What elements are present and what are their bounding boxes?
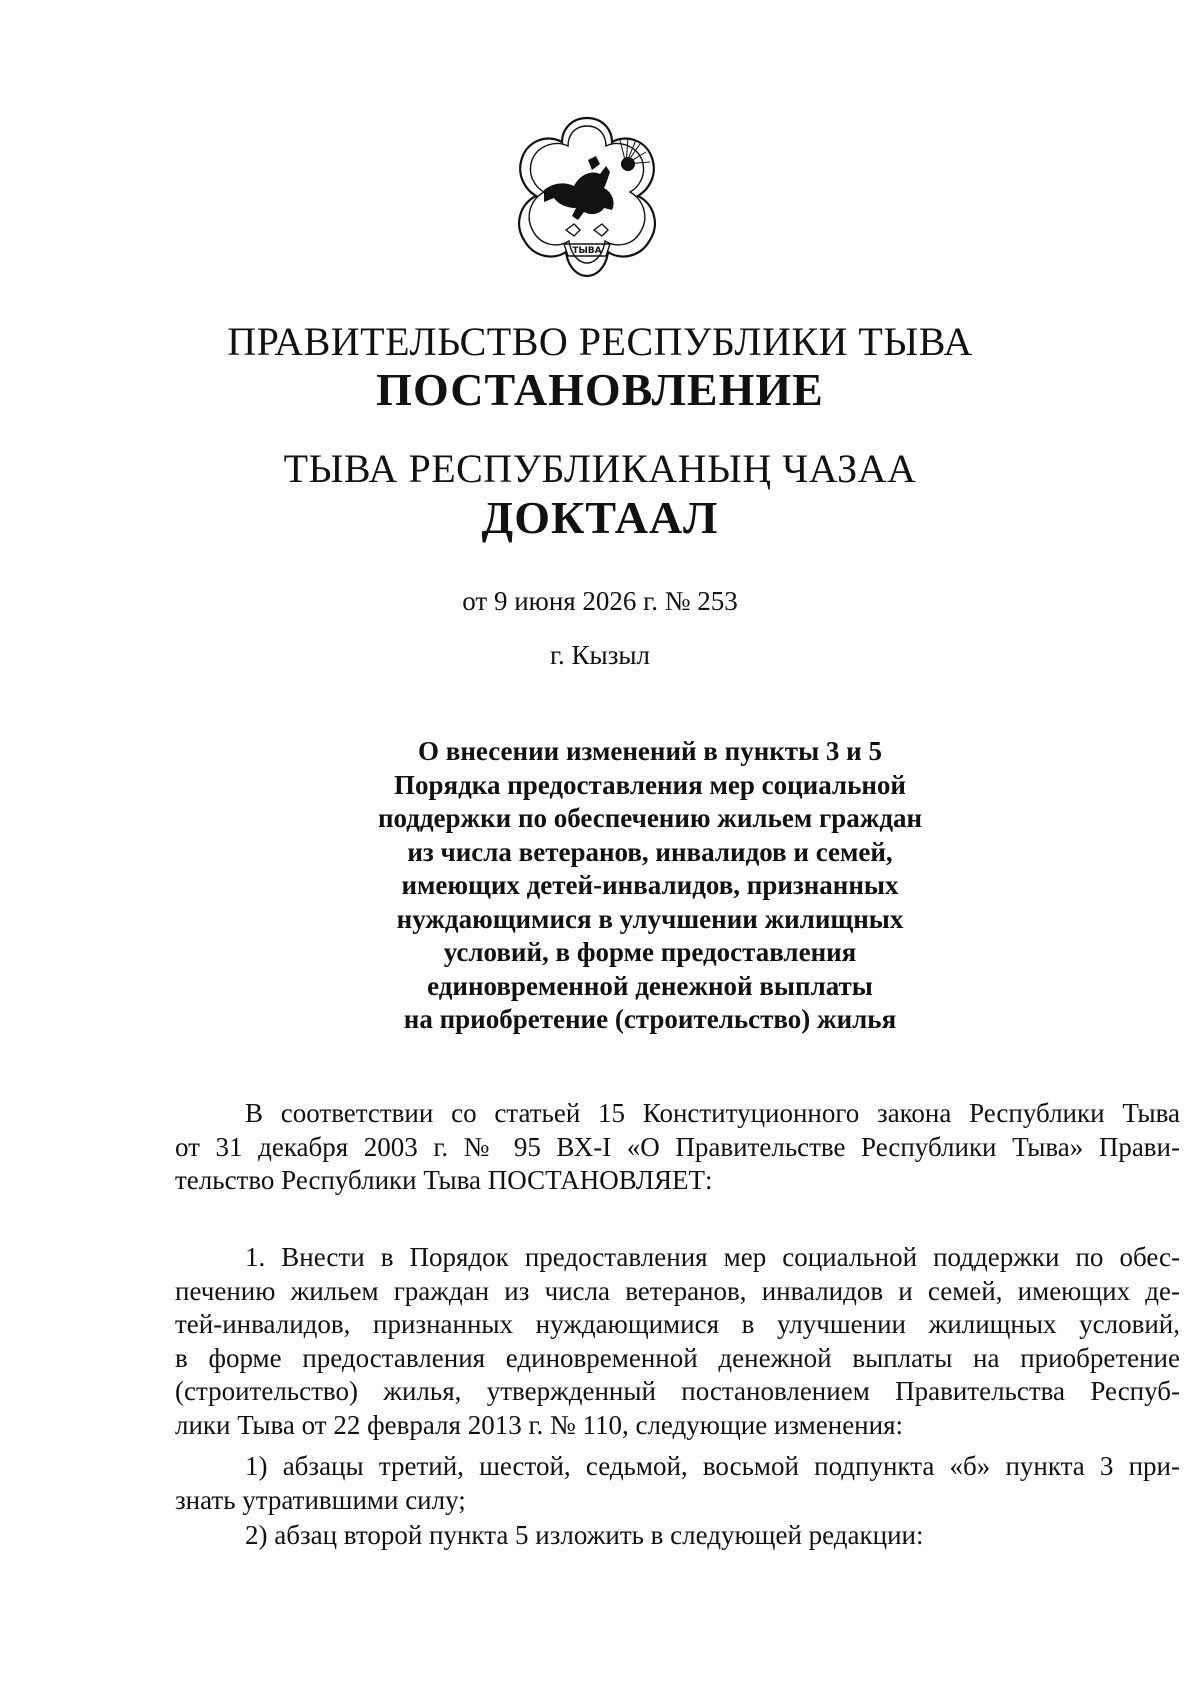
- emblem-text: ТЫВА: [572, 246, 602, 256]
- subject-line: имеющих детей-инвалидов, признанных: [401, 870, 899, 900]
- decree-date-number: от 9 июня 2026 г. № 253: [462, 586, 738, 616]
- subject-line: нуждающимися в улучшении жилищных: [396, 903, 904, 934]
- subject-line: на приобретение (строительство) жилья: [403, 1004, 897, 1034]
- decree-title-tyv: ДОКТААЛ: [481, 492, 719, 543]
- text-line: тей-инвалидов, признанных нуждающимися в улучшении жилищных условий,: [175, 1309, 1180, 1339]
- text-line: 2) абзац второй пункта 5 изложить в следующей редакции:: [245, 1520, 924, 1550]
- text-line: печению жильем граждан из числа ветеранов, инвалидов и семей, имеющих де-: [175, 1275, 1180, 1306]
- subject-line: из числа ветеранов, инвалидов и семей,: [407, 836, 893, 867]
- text-line: 1) абзацы третий, шестой, седьмой, восьмой подпункта «б» пункта 3 при-: [245, 1451, 1180, 1481]
- subject-line: единовременной денежной выплаты: [427, 970, 873, 1001]
- tyva-emblem-icon: [508, 112, 666, 280]
- text-line: знать утратившими силу;: [175, 1484, 466, 1515]
- decree-subject: [300, 735, 1000, 1037]
- subparagraph-2: [175, 1519, 1180, 1553]
- preamble-paragraph: [175, 1097, 1180, 1198]
- text-line: от 31 декабря 2003 г. № 95 ВХ-I «О Правительстве Республики Тыва» Прави-: [175, 1131, 1180, 1162]
- decree-title-ru: ПОСТАНОВЛЕНИЕ: [376, 364, 824, 415]
- subject-line: Порядка предоставления мер социальной: [394, 769, 906, 800]
- decree-city: г. Кызыл: [550, 640, 650, 670]
- text-line: (строительство) жилья, утвержденный постановлением Правительства Респуб-: [175, 1376, 1180, 1406]
- government-title-ru: ПРАВИТЕЛЬСТВО РЕСПУБЛИКИ ТЫВА: [227, 319, 973, 364]
- paragraph-1: [175, 1241, 1180, 1442]
- text-line: 1. Внести в Порядок предоставления мер социальной поддержки по обес-: [245, 1242, 1180, 1272]
- subject-line: условий, в форме предоставления: [443, 937, 857, 967]
- text-line: в форме предоставления единовременной денежной выплаты на приобретение: [175, 1342, 1180, 1373]
- government-title-tyv: ТЫВА РЕСПУБЛИКАНЫҢ ЧАЗАА: [283, 446, 917, 491]
- subject-line: поддержки по обеспечению жильем граждан: [377, 803, 923, 833]
- text-line: В соответствии со статьей 15 Конституционного закона Республики Тыва: [245, 1098, 1180, 1128]
- text-line: лики Тыва от 22 февраля 2013 г. № 110, следующие изменения:: [175, 1409, 903, 1440]
- subject-line: О внесении изменений в пункты 3 и 5: [418, 736, 882, 766]
- subparagraph-1: [175, 1450, 1180, 1517]
- text-line: тельство Республики Тыва ПОСТАНОВЛЯЕТ:: [175, 1165, 713, 1195]
